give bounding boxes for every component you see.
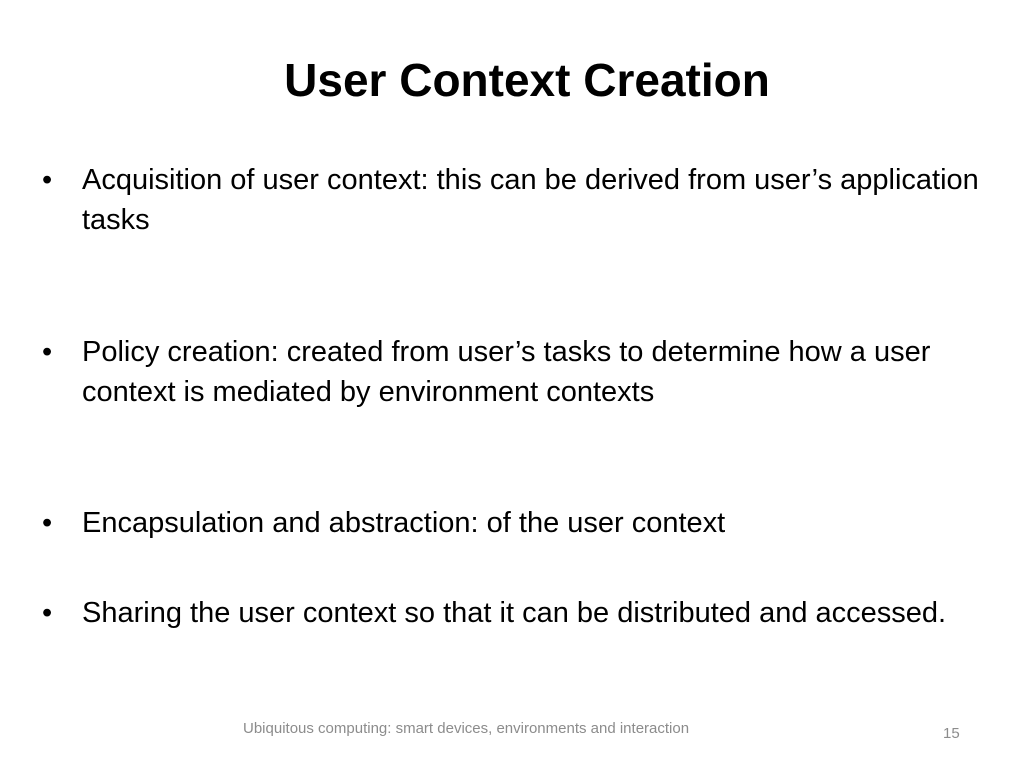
bullet-item <box>42 593 992 633</box>
bullet-marker: • <box>42 336 53 368</box>
bullet-text: Policy creation: created from user’s tasks to determine how a user context is mediated by environment contexts <box>82 336 931 408</box>
page-number: 15 <box>943 725 960 742</box>
bullet-text: Sharing the user context so that it can be distributed and accessed. <box>82 597 947 629</box>
bullet-item <box>42 160 992 240</box>
bullet-marker: • <box>42 507 53 539</box>
slide-title: User Context Creation <box>284 54 770 106</box>
bullet-text: Encapsulation and abstraction: of the user context <box>82 507 726 539</box>
bullet-item <box>42 332 992 412</box>
bullet-item <box>42 503 992 543</box>
bullet-text: Acquisition of user context: this can be derived from user’s application tasks <box>82 164 979 236</box>
slide-footer: Ubiquitous computing: smart devices, environments and interaction <box>243 720 690 737</box>
bullet-marker: • <box>42 164 53 196</box>
bullet-marker: • <box>42 597 53 629</box>
